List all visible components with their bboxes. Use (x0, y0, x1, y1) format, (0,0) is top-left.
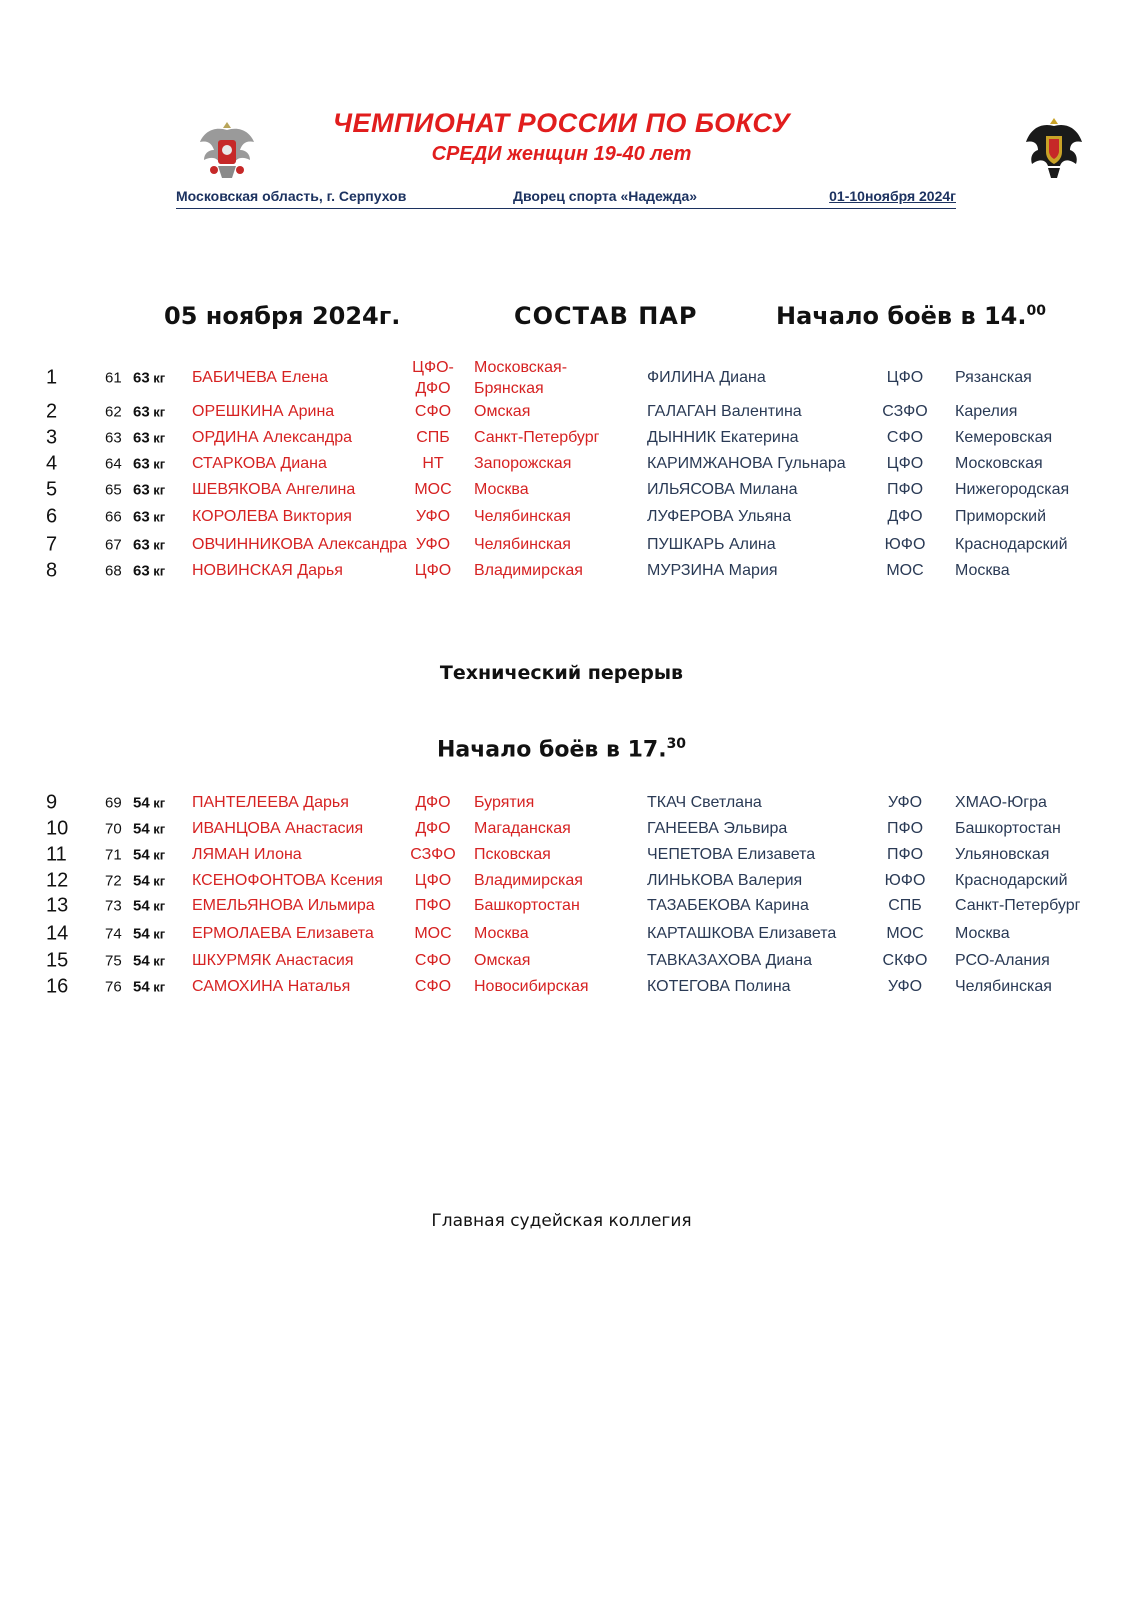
weight-class (133, 404, 165, 421)
weight-unit: кг (149, 979, 166, 995)
weight-class (133, 926, 165, 943)
bout-row (0, 425, 1123, 451)
blue-corner-region: Башкортостан (955, 820, 1061, 837)
weight-unit: кг (149, 563, 166, 579)
red-corner-name: ЕМЕЛЬЯНОВА Ильмира (192, 897, 375, 914)
weight-value: 63 (133, 369, 150, 387)
page-subtitle: СРЕДИ женщин 19-40 лет (431, 143, 692, 165)
red-corner-name: ОВЧИННИКОВА Александра (192, 536, 407, 553)
weight-value: 63 (133, 562, 150, 580)
red-corner-name: БАБИЧЕВА Елена (192, 369, 329, 386)
blue-corner-name: ЛИНЬКОВА Валерия (647, 872, 803, 889)
bout-row (0, 504, 1123, 530)
blue-corner-name: ГАЛАГАН Валентина (647, 403, 802, 420)
blue-corner-name: КАРТАШКОВА Елизавета (647, 925, 837, 942)
blue-corner-district: ЦФО (886, 369, 924, 386)
weight-unit: кг (149, 953, 166, 969)
weight-value: 54 (133, 872, 150, 890)
red-corner-region: Владимирская (474, 562, 583, 579)
weight-value: 63 (133, 536, 150, 554)
red-corner-district: УФО (415, 508, 451, 525)
blue-corner-region: Кемеровская (955, 429, 1053, 446)
bout-row (0, 921, 1123, 947)
row-number: 6 (46, 505, 58, 528)
blue-corner-district: ПФО (886, 820, 924, 837)
red-corner-district: ЦФО (414, 872, 452, 889)
weight-class (133, 821, 165, 838)
blue-corner-region: Приморский (955, 508, 1047, 525)
bout-row (0, 948, 1123, 974)
section-heading: СОСТАВ ПАР (514, 302, 698, 330)
red-corner-name: НОВИНСКАЯ Дарья (192, 562, 343, 579)
row-number: 13 (46, 894, 69, 917)
weight-unit: кг (149, 537, 166, 553)
blue-corner-region: Челябинская (955, 978, 1052, 995)
red-corner-district: ДФО (415, 794, 451, 811)
weight-value: 54 (133, 820, 150, 838)
red-corner-region: Башкортостан (474, 897, 580, 914)
weight-value: 54 (133, 978, 150, 996)
weight-class (133, 953, 165, 970)
blue-corner-region: Краснодарский (955, 872, 1068, 889)
blue-corner-name: МУРЗИНА Мария (647, 562, 778, 579)
bout-number: 76 (105, 978, 122, 996)
row-number: 8 (46, 559, 58, 582)
red-corner-district: СФО (414, 978, 452, 995)
bout-row (0, 477, 1123, 503)
bout-number: 62 (105, 403, 122, 421)
red-corner-region: Новосибирская (474, 978, 589, 995)
weight-unit: кг (149, 430, 166, 446)
red-corner-region: Москва (474, 925, 529, 942)
weight-class (133, 537, 165, 554)
blue-corner-name: ИЛЬЯСОВА Милана (647, 481, 798, 498)
bout-number: 64 (105, 455, 122, 473)
russian-coat-of-arms-icon (1024, 114, 1084, 182)
red-corner-name: САМОХИНА Наталья (192, 978, 351, 995)
weight-value: 54 (133, 925, 150, 943)
blue-corner-district: ДФО (887, 508, 923, 525)
bout-row (0, 842, 1123, 868)
red-corner-region: Бурятия (474, 794, 535, 811)
technical-break-label: Технический перерыв (439, 662, 684, 684)
blue-corner-district: ЮФО (884, 536, 926, 553)
red-corner-name: ОРЕШКИНА Арина (192, 403, 335, 420)
weight-class (133, 509, 165, 526)
event-place: Московская область, г. Серпухов (176, 188, 407, 204)
weight-class (133, 456, 165, 473)
red-corner-name: КОРОЛЕВА Виктория (192, 508, 352, 525)
blue-corner-name: КАРИМЖАНОВА Гульнара (647, 455, 846, 472)
row-number: 15 (46, 949, 69, 972)
blue-corner-region: Москва (955, 562, 1010, 579)
blue-corner-name: ФИЛИНА Диана (647, 369, 766, 386)
session1-start-time: Начало боёв в 14.00 (776, 302, 1046, 330)
bout-number: 73 (105, 897, 122, 915)
weight-class (133, 795, 165, 812)
blue-corner-name: ТАЗАБЕКОВА Карина (647, 897, 809, 914)
weight-value: 63 (133, 403, 150, 421)
red-corner-region: Псковская (474, 846, 551, 863)
bout-number: 72 (105, 872, 122, 890)
weight-value: 63 (133, 508, 150, 526)
blue-corner-district: ЮФО (884, 872, 926, 889)
bout-number: 67 (105, 536, 122, 554)
blue-corner-district: МОС (886, 925, 924, 942)
red-corner-name: ШЕВЯКОВА Ангелина (192, 481, 356, 498)
red-corner-district: МОС (414, 925, 452, 942)
jury-signature: Главная судейская коллегия (431, 1211, 692, 1231)
event-info-line (176, 188, 956, 209)
bout-row (0, 893, 1123, 919)
bout-number: 68 (105, 562, 122, 580)
bout-number: 63 (105, 429, 122, 447)
blue-corner-name: ДЫННИК Екатерина (647, 429, 799, 446)
bout-number: 69 (105, 794, 122, 812)
weight-class (133, 482, 165, 499)
weight-unit: кг (149, 847, 166, 863)
blue-corner-region: Краснодарский (955, 536, 1068, 553)
red-corner-name: КСЕНОФОНТОВА Ксения (192, 872, 383, 889)
weight-unit: кг (149, 456, 166, 472)
blue-corner-district: УФО (887, 794, 923, 811)
row-number: 9 (46, 791, 58, 814)
weight-value: 63 (133, 429, 150, 447)
row-number: 10 (46, 817, 69, 840)
red-corner-name: ШКУРМЯК Анастасия (192, 952, 354, 969)
weight-class (133, 370, 165, 387)
bout-number: 66 (105, 508, 122, 526)
bout-row (0, 532, 1123, 558)
blue-corner-district: ПФО (886, 846, 924, 863)
red-corner-region: Магаданская (474, 820, 571, 837)
bout-row (0, 359, 1123, 397)
bout-number: 71 (105, 846, 122, 864)
red-corner-district: СЗФО (410, 846, 456, 863)
blue-corner-district: ЦФО (886, 455, 924, 472)
weight-unit: кг (149, 926, 166, 942)
blue-corner-district: СПБ (888, 897, 922, 914)
blue-corner-district: СФО (886, 429, 924, 446)
red-corner-name: ПАНТЕЛЕЕВА Дарья (192, 794, 349, 811)
blue-corner-district: УФО (887, 978, 923, 995)
blue-corner-name: ТАВКАЗАХОВА Диана (647, 952, 812, 969)
bout-row (0, 868, 1123, 894)
blue-corner-region: Москва (955, 925, 1010, 942)
event-dates: 01-10ноября 2024г (829, 188, 956, 204)
blue-corner-region: Московская (955, 455, 1043, 472)
red-corner-district: ДФО (415, 820, 451, 837)
blue-corner-region: ХМАО-Югра (955, 794, 1047, 811)
red-corner-region: Владимирская (474, 872, 583, 889)
red-corner-district: СПБ (416, 429, 450, 446)
blue-corner-name: ЧЕПЕТОВА Елизавета (647, 846, 816, 863)
blue-corner-district: ПФО (886, 481, 924, 498)
event-venue: Дворец спорта «Надежда» (513, 188, 698, 204)
red-corner-district: ПФО (414, 897, 452, 914)
bout-number: 74 (105, 925, 122, 943)
weight-unit: кг (149, 873, 166, 889)
row-number: 4 (46, 452, 58, 475)
red-corner-district: НТ (422, 455, 444, 472)
row-number: 7 (46, 533, 58, 556)
red-corner-region: Челябинская (474, 536, 571, 553)
red-corner-name: ЛЯМАН Илона (192, 846, 302, 863)
bout-row (0, 816, 1123, 842)
blue-corner-district: СЗФО (882, 403, 928, 420)
blue-corner-region: Санкт-Петербург (955, 897, 1081, 914)
bout-number: 65 (105, 481, 122, 499)
red-corner-name: ЕРМОЛАЕВА Елизавета (192, 925, 374, 942)
weight-class (133, 873, 165, 890)
weight-value: 54 (133, 794, 150, 812)
blue-corner-name: ГАНЕЕВА Эльвира (647, 820, 788, 837)
weight-unit: кг (149, 482, 166, 498)
blue-corner-region: РСО-Алания (955, 952, 1050, 969)
weight-unit: кг (149, 821, 166, 837)
weight-class (133, 847, 165, 864)
blue-corner-name: ТКАЧ Светлана (647, 794, 762, 811)
red-corner-district: СФО (414, 952, 452, 969)
weight-class (133, 898, 165, 915)
red-corner-region: Санкт-Петербург (474, 429, 600, 446)
row-number: 16 (46, 975, 69, 998)
bout-row (0, 974, 1123, 1000)
red-corner-region: Запорожская (474, 455, 572, 472)
row-number: 14 (46, 922, 69, 945)
row-number: 5 (46, 478, 58, 501)
weight-unit: кг (149, 404, 166, 420)
weight-value: 63 (133, 481, 150, 499)
weight-class (133, 979, 165, 996)
blue-corner-region: Нижегородская (955, 481, 1070, 498)
bout-number: 70 (105, 820, 122, 838)
session2-start-time: Начало боёв в 17.30 (436, 736, 687, 763)
blue-corner-region: Карелия (955, 403, 1018, 420)
bout-row (0, 399, 1123, 425)
bout-row (0, 451, 1123, 477)
blue-corner-region: Рязанская (955, 369, 1032, 386)
row-number: 1 (46, 366, 58, 389)
page-title: ЧЕМПИОНАТ РОССИИ ПО БОКСУ (332, 108, 791, 138)
weight-unit: кг (149, 509, 166, 525)
blue-corner-region: Ульяновская (955, 846, 1050, 863)
row-number: 2 (46, 400, 58, 423)
red-corner-region: Челябинская (474, 508, 571, 525)
red-corner-region: Омская (474, 403, 531, 420)
red-corner-district: УФО (415, 536, 451, 553)
weight-class (133, 563, 165, 580)
weight-value: 63 (133, 455, 150, 473)
bout-number: 75 (105, 952, 122, 970)
row-number: 11 (46, 843, 67, 866)
red-corner-name: ИВАНЦОВА Анастасия (192, 820, 364, 837)
weight-class (133, 430, 165, 447)
blue-corner-name: ПУШКАРЬ Алина (647, 536, 776, 553)
red-corner-name: СТАРКОВА Диана (192, 455, 327, 472)
weight-value: 54 (133, 846, 150, 864)
red-corner-district: СФО (414, 403, 452, 420)
red-corner-district: МОС (414, 481, 452, 498)
row-number: 3 (46, 426, 58, 449)
red-corner-region: Московская- Брянская (474, 359, 568, 397)
blue-corner-name: КОТЕГОВА Полина (647, 978, 791, 995)
blue-corner-district: МОС (886, 562, 924, 579)
weight-unit: кг (149, 898, 166, 914)
weight-value: 54 (133, 897, 150, 915)
bout-row (0, 790, 1123, 816)
bout-row (0, 558, 1123, 584)
red-corner-name: ОРДИНА Александра (192, 429, 353, 446)
red-corner-region: Москва (474, 481, 529, 498)
weight-value: 54 (133, 952, 150, 970)
blue-corner-name: ЛУФЕРОВА Ульяна (647, 508, 792, 525)
session-date: 05 ноября 2024г. (164, 302, 401, 330)
red-corner-district: ЦФО- ДФО (412, 359, 454, 397)
bout-number: 61 (105, 369, 122, 387)
weight-unit: кг (149, 795, 166, 811)
blue-corner-district: СКФО (882, 952, 928, 969)
red-corner-region: Омская (474, 952, 531, 969)
row-number: 12 (46, 869, 69, 892)
weight-unit: кг (149, 370, 166, 386)
red-corner-district: ЦФО (414, 562, 452, 579)
